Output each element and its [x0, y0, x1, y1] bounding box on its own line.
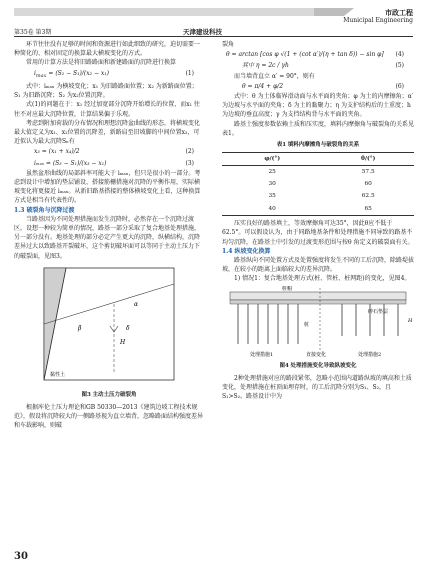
fig4-label-transition: 直接变化: [306, 351, 327, 358]
paragraph: 而当墙背直立 α′ = 90°，则有: [234, 72, 315, 80]
paragraph: 压实良好的路基填土，等效摩擦角可达35°，因此θ应不低于62.5°。可以假设认为，由于同路地基条件和处理措施不同导致的路基不均匀沉降，在路基土中引发的过渡变形范围与按θ 角定义的破裂面有关。: [222, 220, 414, 246]
fig4-label-method1: 处理措施1: [250, 351, 274, 358]
paragraph: 2种处理措施对应的路段紧邻，忽略小范围内道路纵坡的填高和土质变化，处理措施在桩顶面埋存时，的工后沉降分别为S₁、S₂，且S₁>S₂。路基设计中为: [222, 374, 412, 401]
equation-4: θ = arctan [cos φ √(1 + (cot α′)/(η + tan δ)) − sin φ] (4): [226, 51, 404, 59]
figure-label-beta: β: [78, 324, 82, 332]
section-heading: 1.4 纵坡变化换算: [222, 247, 271, 255]
section-label: [343, 9, 413, 25]
table-row: 40 65: [222, 203, 414, 216]
equation-5: 其中 η = 2c / γh (5): [242, 62, 404, 70]
journal-title: 天津建设科技: [183, 28, 222, 36]
table-row: 30 60: [268, 181, 372, 188]
equation-3: iₘₐₓ = (S₃ − S₁)/(x₃ − x₁) (3): [34, 159, 194, 167]
fig4-label-H: H: [408, 317, 413, 324]
page-number: 30: [14, 551, 28, 562]
equation-2: x₃ = (x₁ + x₄)/2 (2): [34, 148, 194, 156]
figure-3-caption: 图3 主动土压力破裂角: [81, 391, 137, 398]
paragraph: 路基土强度参数依赖土质和压实度，填料内摩擦角与破裂角的关系见表1。: [222, 120, 415, 137]
paragraph: 路基纵向不同处置方式及处置强度将发生不同的工后沉降，除路堤拔坡，在较小的距离上面临较大的差异沉降。: [222, 257, 415, 274]
paragraph: 1) 情况1：复合地基处理方式(桩、管桩、桩网距)的变化，见图4。: [234, 275, 411, 283]
table-header: θ/(°): [361, 155, 376, 162]
table-1: [222, 152, 414, 216]
journal-volume: 第35卷 第3期: [14, 29, 52, 36]
table-1-title: 表1 填料内摩擦角与破裂角的关系: [276, 142, 360, 149]
figure-label-delta: δ: [126, 324, 130, 332]
figure-3-diagram: [14, 264, 204, 389]
right-column: [222, 40, 414, 401]
fig4-label-method2: 处理措施2: [358, 351, 382, 358]
paragraph: 考虑到附加荷载的分布情况和理想沉降盆曲线的形态，将横坡变化最大值定义为x₁、x₂位置的沉降差，新路肩至旧坡脚的中间位置x₃，可近似认为最大沉降Sₙ有: [14, 119, 201, 146]
paragraph: 虽然盆形曲线的局部斜率可能大于 iₘₐₓ，但只是很小的一部分。考虑到设计中增加的垫层铺设、搭接筋栅措施对沉降的平衡作用，实际横坡变化将更接近 iₘₐₓ。从新旧路基搭接的整体横坡变化上看，这种换算方式是相当有代表性的。: [14, 169, 201, 205]
table-header: φ/(°): [264, 155, 281, 162]
figure-label-H: H: [120, 338, 126, 346]
left-column: [14, 40, 204, 431]
paragraph: 裂角: [222, 41, 235, 48]
fig4-label-plate: 桩帽: [282, 285, 293, 292]
table-row: 25 57.5: [268, 168, 375, 175]
section-heading: 1.3 破裂角与沉降过渡: [14, 206, 75, 214]
paragraph: 式(1)的问题在于：x₁ 经过加宽部分沉降开始增长的位置，而x₁ 往往不对应最大沉降位置，计算结果偏于乐观。: [14, 101, 200, 118]
paragraph: 环节往往没有足够的时间和资源进行如此细致的研究，迫切需要一种简化的、相对固定的换算最大横坡变化的方式。: [14, 41, 201, 58]
header-rule: [14, 36, 413, 37]
paragraph: 根据库伦土压力理论和GB 50330—2013《建筑边坡工程技术规范》，假设将沉降较大的一侧路基视为直立墙背，忽略路面结构强度差异和车载影响，则破: [14, 404, 204, 430]
section-label-en: Municipal Engineering: [343, 17, 413, 24]
paragraph: 常用的计算方法是将旧路路面和新建路面的沉降进行换算: [26, 59, 177, 67]
figure-label-soil: 黏性土: [50, 371, 66, 378]
equation-6: θ = π/4 + φ/2 (6): [242, 82, 404, 90]
fig4-label-gravel: 碎石垫层: [368, 308, 389, 315]
equation-1: $i_{max} = (S_2 - S_1)/(x_2 - x_1)$ (1): [34, 69, 194, 79]
table-row: 35 62.5: [268, 193, 375, 200]
section-label-cn: 市政工程: [385, 8, 413, 17]
paragraph: 式中：iₘₐₓ 为横坡变化；x₁ 为旧路路面位置；x₂ 为新路面位置；S₁ 为旧路沉降；S₂ 为x₂位置沉降。: [14, 83, 198, 100]
figure-label-alpha: α: [134, 300, 139, 308]
paragraph: 当路基因为不同处理措施而发生沉降时，必然存在一个沉降过渡区。设想一种较为简单的情况，路基一部分采取了复合地基处理措施，另一部分没有。地基处理的部分必定产生更大的沉降，纵横结构，沉降差异过大以致路基开裂破坏，这个剪切破坏面可以等同于主动土压力下的破裂面，见图3。: [14, 215, 201, 260]
paragraph: 式中：θ 为土体临界滑动面与水平面的夹角；φ 为土的内摩擦角；α′ 为边坡与水平面的夹角；δ 为土的黏聚力；η 为支护结构后的土重度；h 为边坡的垂直高度；γ 为支挡结构背与水平面的夹角。: [222, 93, 414, 119]
fig4-label-pile: 桩: [304, 321, 310, 328]
figure-4-caption: 图4 处理措施变化导致纵坡变化: [279, 362, 357, 369]
figure-4-diagram: [222, 286, 414, 360]
